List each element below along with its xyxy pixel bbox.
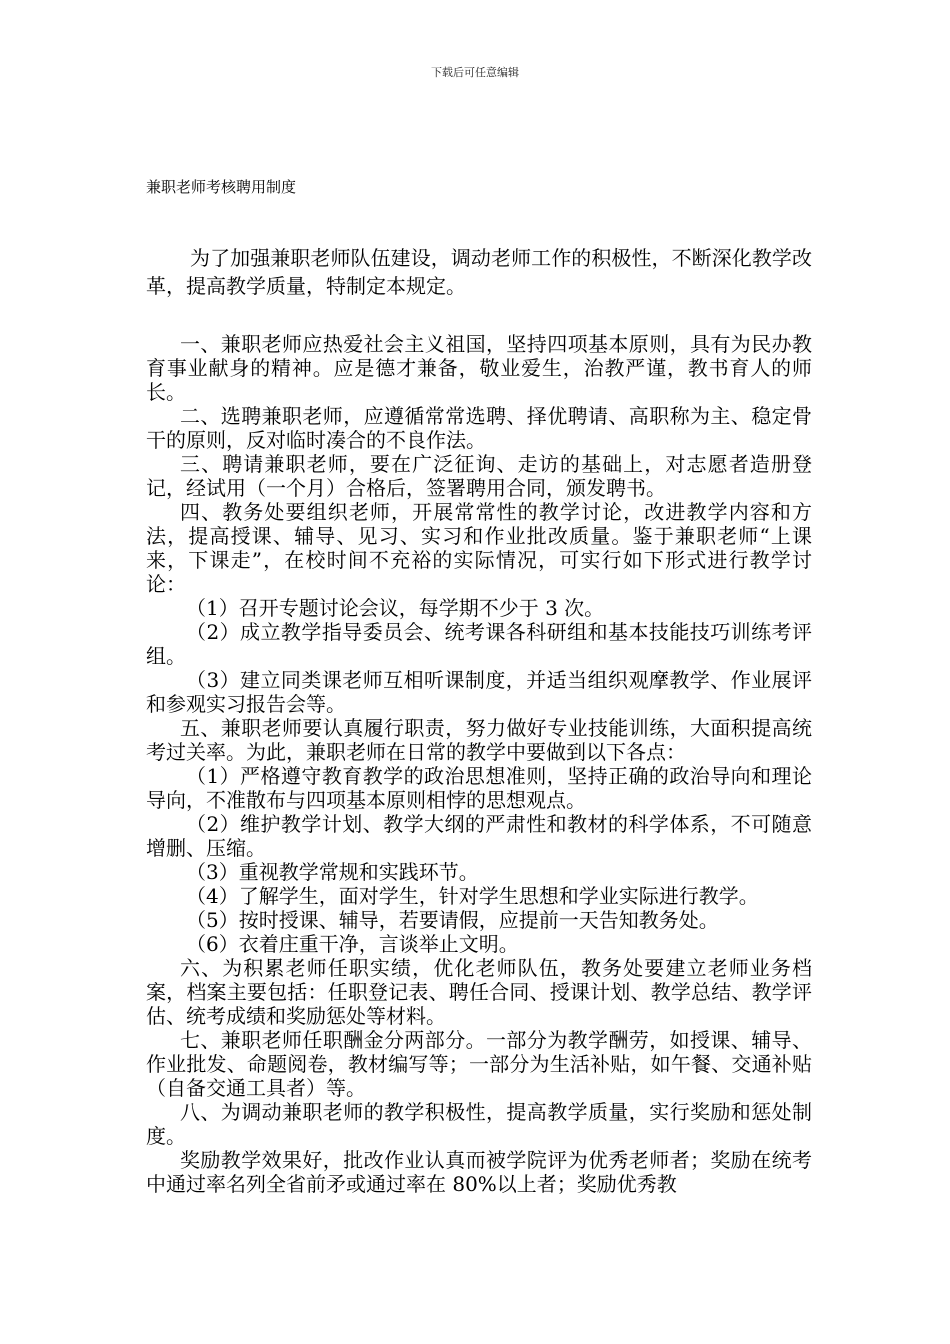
sub-item: （1）召开专题讨论会议，每学期不少于 3 次。 [186, 596, 605, 620]
document-title: 兼职老师考核聘用制度 [146, 178, 297, 196]
sub-item: （5）按时授课、辅导，若要请假，应提前一天告知教务处。 [186, 908, 719, 932]
document-body [146, 244, 812, 1196]
paragraph: 二、选聘兼职老师，应遵循常常选聘、择优聘请、高职称为主、稳定骨干的原则，反对临时凑合的不良作法。 [146, 404, 812, 452]
paragraph: 一、兼职老师应热爱社会主义祖国，坚持四项基本原则，具有为民办教育事业献身的精神。应是德才兼备，敬业爱生，治教严谨，教书育人的师长。 [146, 332, 812, 404]
paragraph: 六、为积累老师任职实绩，优化老师队伍，教务处要建立老师业务档案，档案主要包括：任职登记表、聘任合同、授课计划、教学总结、教学评估、统考成绩和奖励惩处等材料。 [146, 956, 812, 1028]
paragraph: 奖励教学效果好，批改作业认真而被学院评为优秀老师者；奖励在统考中通过率名列全省前矛或通过率在 80%以上者；奖励优秀教 [146, 1148, 812, 1196]
paragraph-intro: 为了加强兼职老师队伍建设，调动老师工作的积极性，不断深化教学改革，提高教学质量，特制定本规定。 [146, 246, 812, 298]
paragraph: 七、兼职老师任职酬金分两部分。一部分为教学酬劳，如授课、辅导、作业批发、命题阅卷，教材编写等；一部分为生活补贴，如午餐、交通补贴（自备交通工具者）等。 [146, 1028, 812, 1100]
paragraph: 五、兼职老师要认真履行职责，努力做好专业技能训练，大面积提高统考过关率。为此，兼职老师在日常的教学中要做到以下各点： [146, 716, 812, 764]
sub-item: （1）严格遵守教育教学的政治思想准则，坚持正确的政治导向和理论导向，不准散布与四项基本原则相悖的思想观点。 [146, 764, 812, 812]
paragraph: 三、聘请兼职老师，要在广泛征询、走访的基础上，对志愿者造册登记，经试用（一个月）合格后，签署聘用合同，颁发聘书。 [146, 452, 812, 500]
sub-item: （6）衣着庄重干净，言谈举止文明。 [186, 932, 519, 956]
sub-item: （3）重视教学常规和实践环节。 [186, 860, 479, 884]
sub-item: （2）维护教学计划、教学大纲的严肃性和教材的科学体系，不可随意增删、压缩。 [146, 812, 812, 860]
sub-item: （4）了解学生，面对学生，针对学生思想和学业实际进行教学。 [186, 884, 759, 908]
sub-item: （2）成立教学指导委员会、统考课各科研组和基本技能技巧训练考评组。 [146, 620, 812, 668]
paragraph: 四、教务处要组织老师，开展常常性的教学讨论，改进教学内容和方法，提高授课、辅导、见习、实习和作业批改质量。鉴于兼职老师“上课来，下课走”，在校时间不充裕的实际情况，可实行如下形式进行教学讨论： [146, 500, 812, 596]
sub-item: （3）建立同类课老师互相听课制度，并适当组织观摩教学、作业展评和参观实习报告会等。 [146, 668, 812, 716]
page-header: 下载后可任意编辑 [431, 66, 519, 79]
paragraph: 八、为调动兼职老师的教学积极性，提高教学质量，实行奖励和惩处制度。 [146, 1100, 812, 1148]
